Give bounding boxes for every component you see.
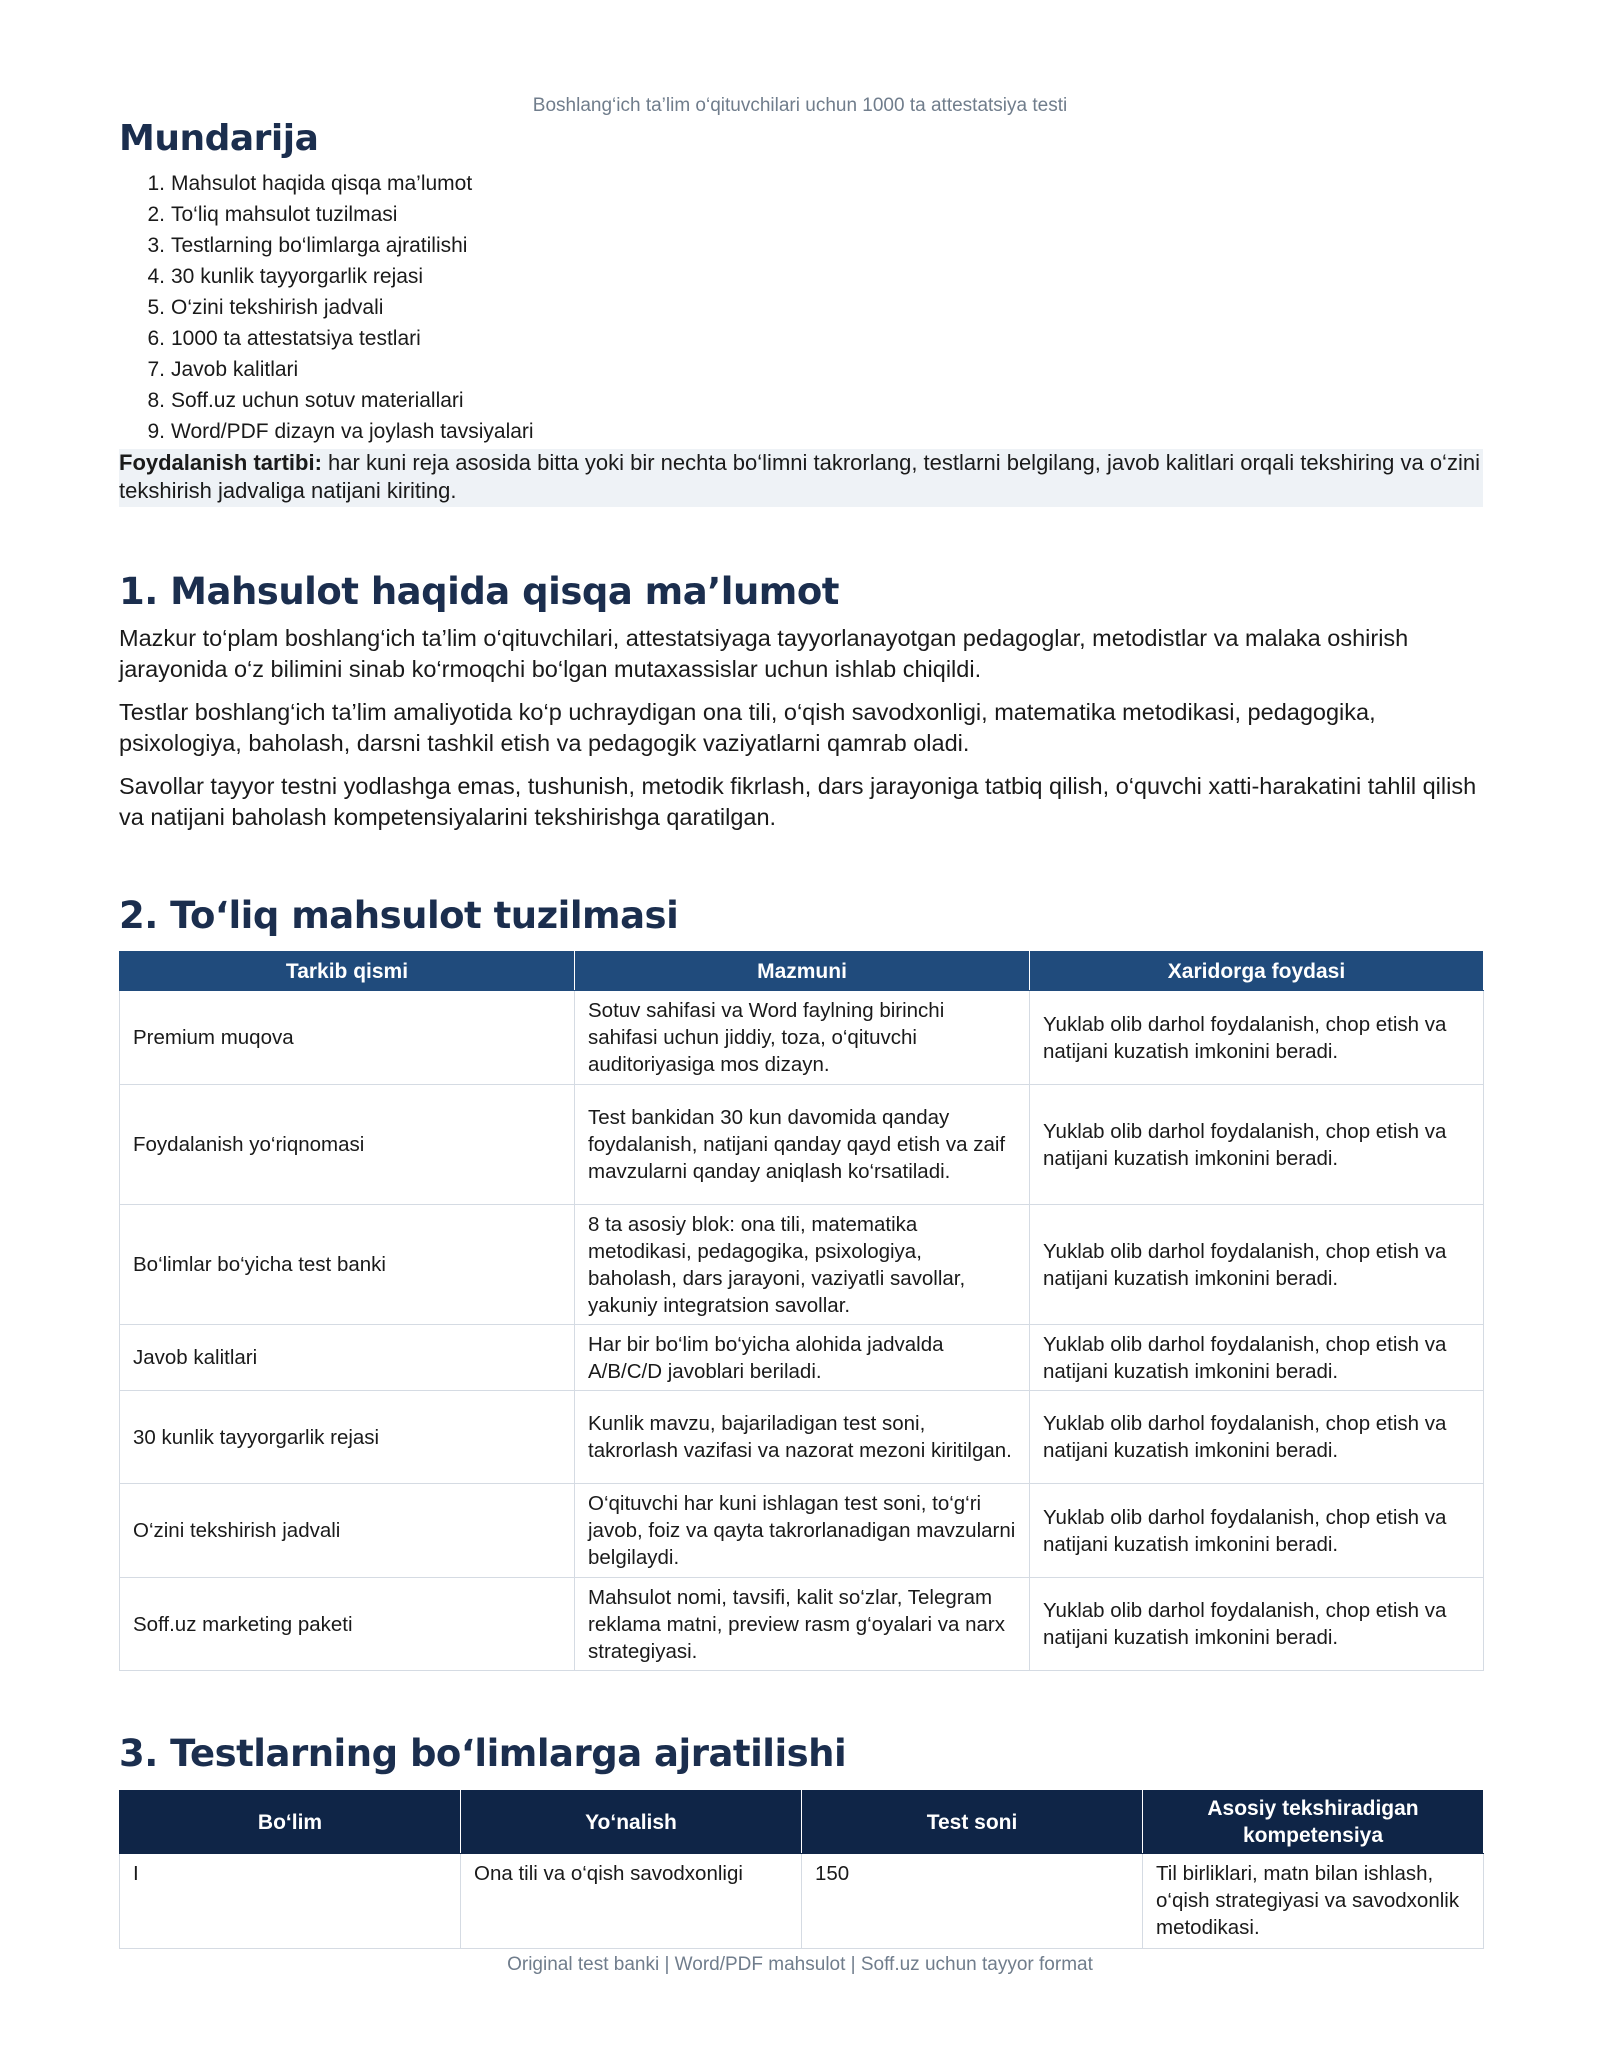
toc-item[interactable]: 7. Javob kalitlari — [147, 358, 299, 381]
table-cell: Yuklab olib darhol foydalanish, chop etish va natijani kuzatish imkonini beradi. — [1030, 1325, 1484, 1391]
table-cell: Bo‘limlar bo‘yicha test banki — [120, 1205, 575, 1325]
table-cell: Yuklab olib darhol foydalanish, chop etish va natijani kuzatish imkonini beradi. — [1030, 1484, 1484, 1578]
section-1-paragraph: Mazkur to‘plam boshlang‘ich ta’lim o‘qituvchilari, attestatsiyaga tayyorlanayotgan pedagoglar, metodistlar va malaka oshirish jarayonida o‘z bilimini sinab ko‘rmoqchi bo‘lgan mutaxassislar uchun ishlab chiqildi. — [119, 625, 1409, 682]
table-cell: Foydalanish yo‘riqnomasi — [120, 1085, 575, 1205]
column-header: Bo‘lim — [120, 1791, 461, 1854]
table-row — [120, 991, 1484, 1085]
toc-title: Mundarija — [119, 118, 319, 159]
table-row — [120, 1854, 1484, 1949]
table-row — [120, 1484, 1484, 1578]
column-header: Mazmuni — [575, 952, 1030, 991]
table-cell: 8 ta asosiy blok: ona tili, matematika metodikasi, pedagogika, psixologiya, baholash, dars jarayoni, vaziyatli savollar, yakuniy integratsion savollar. — [575, 1205, 1030, 1325]
section-1-paragraph: Savollar tayyor testni yodlashga emas, tushunish, metodik fikrlash, dars jarayoniga tatbiq qilish, o‘quvchi xatti-harakatini tahlil qilish va natijani baholash kompetensiyalarini tekshirishga qaratilgan. — [119, 773, 1477, 830]
table-cell: Yuklab olib darhol foydalanish, chop etish va natijani kuzatish imkonini beradi. — [1030, 991, 1484, 1085]
section-1-paragraph: Testlar boshlang‘ich ta’lim amaliyotida ko‘p uchraydigan ona tili, o‘qish savodxonligi, matematika metodikasi, pedagogika, psixologiya, baholash, darsni tashkil etish va pedagogik vaziyatlarni qamrab oladi. — [119, 699, 1376, 756]
toc-item[interactable]: 1. Mahsulot haqida qisqa ma’lumot — [147, 172, 473, 195]
table-cell: Yuklab olib darhol foydalanish, chop etish va natijani kuzatish imkonini beradi. — [1030, 1578, 1484, 1671]
usage-text: har kuni reja asosida bitta yoki bir nechta bo‘limni takrorlang, testlarni belgilang, javob kalitlari orqali tekshiring va o‘zini tekshirish jadvaliga natijani kiriting. — [119, 450, 1480, 503]
running-header: Boshlang‘ich ta’lim o‘qituvchilari uchun 1000 ta attestatsiya testi — [532, 95, 1068, 116]
table-cell: O‘qituvchi har kuni ishlagan test soni, to‘g‘ri javob, foiz va qayta takrorlanadigan mavzularni belgilaydi. — [575, 1484, 1030, 1578]
toc-item[interactable]: 8. Soff.uz uchun sotuv materiallari — [147, 389, 464, 412]
table-cell: Mahsulot nomi, tavsifi, kalit so‘zlar, Telegram reklama matni, preview rasm g‘oyalari va narx strategiyasi. — [575, 1578, 1030, 1671]
product-structure-table — [119, 951, 1484, 1671]
table-cell: Sotuv sahifasi va Word faylning birinchi sahifasi uchun jiddiy, toza, o‘qituvchi auditoriyasiga mos dizayn. — [575, 991, 1030, 1085]
table-cell: Test bankidan 30 kun davomida qanday foydalanish, natijani qanday qayd etish va zaif mavzularni qanday aniqlash ko‘rsatiladi. — [575, 1085, 1030, 1205]
table-cell: Yuklab olib darhol foydalanish, chop etish va natijani kuzatish imkonini beradi. — [1030, 1085, 1484, 1205]
table-cell: O‘zini tekshirish jadvali — [120, 1484, 575, 1578]
toc-item[interactable]: 3. Testlarning bo‘limlarga ajratilishi — [147, 234, 468, 257]
column-header: Asosiy tekshiradigan kompetensiya — [1143, 1791, 1484, 1854]
column-header: Tarkib qismi — [120, 952, 575, 991]
table-row — [120, 1391, 1484, 1484]
column-header: Xaridorga foydasi — [1030, 952, 1484, 991]
table-cell: Har bir bo‘lim bo‘yicha alohida jadvalda A/B/C/D javoblari beriladi. — [575, 1325, 1030, 1391]
section-1-title: 1. Mahsulot haqida qisqa ma’lumot — [119, 570, 839, 613]
toc-item[interactable]: 2. To‘liq mahsulot tuzilmasi — [147, 203, 398, 226]
table-cell: I — [120, 1854, 461, 1949]
toc-item[interactable]: 9. Word/PDF dizayn va joylash tavsiyalari — [147, 420, 534, 443]
table-row — [120, 1578, 1484, 1671]
table-row — [120, 1325, 1484, 1391]
usage-label: Foydalanish tartibi: — [119, 450, 322, 475]
table-cell: Ona tili va o‘qish savodxonligi — [461, 1854, 802, 1949]
table-cell: Premium muqova — [120, 991, 575, 1085]
sections-breakdown-table — [119, 1790, 1484, 1949]
table-cell: Soff.uz marketing paketi — [120, 1578, 575, 1671]
column-header: Yo‘nalish — [461, 1791, 802, 1854]
table-cell: 150 — [802, 1854, 1143, 1949]
section-3-title: 3. Testlarning bo‘limlarga ajratilishi — [119, 1732, 847, 1775]
table-cell: 30 kunlik tayyorgarlik rejasi — [120, 1391, 575, 1484]
toc-list — [139, 168, 534, 447]
running-footer: Original test banki | Word/PDF mahsulot | Soff.uz uchun tayyor format — [507, 1954, 1093, 1975]
column-header: Test soni — [802, 1791, 1143, 1854]
table-cell: Yuklab olib darhol foydalanish, chop etish va natijani kuzatish imkonini beradi. — [1030, 1205, 1484, 1325]
toc-item[interactable]: 5. O‘zini tekshirish jadvali — [147, 296, 384, 319]
table-cell: Kunlik mavzu, bajariladigan test soni, takrorlash vazifasi va nazorat mezoni kiritilgan. — [575, 1391, 1030, 1484]
usage-note — [119, 449, 1483, 507]
table-row — [120, 1085, 1484, 1205]
toc-item[interactable]: 6. 1000 ta attestatsiya testlari — [147, 327, 421, 350]
table-cell: Javob kalitlari — [120, 1325, 575, 1391]
table-row — [120, 1205, 1484, 1325]
toc-item[interactable]: 4. 30 kunlik tayyorgarlik rejasi — [147, 265, 424, 288]
section-2-title: 2. To‘liq mahsulot tuzilmasi — [119, 894, 679, 937]
table-cell: Yuklab olib darhol foydalanish, chop etish va natijani kuzatish imkonini beradi. — [1030, 1391, 1484, 1484]
table-cell: Til birliklari, matn bilan ishlash, o‘qish strategiyasi va savodxonlik metodikasi. — [1143, 1854, 1484, 1949]
